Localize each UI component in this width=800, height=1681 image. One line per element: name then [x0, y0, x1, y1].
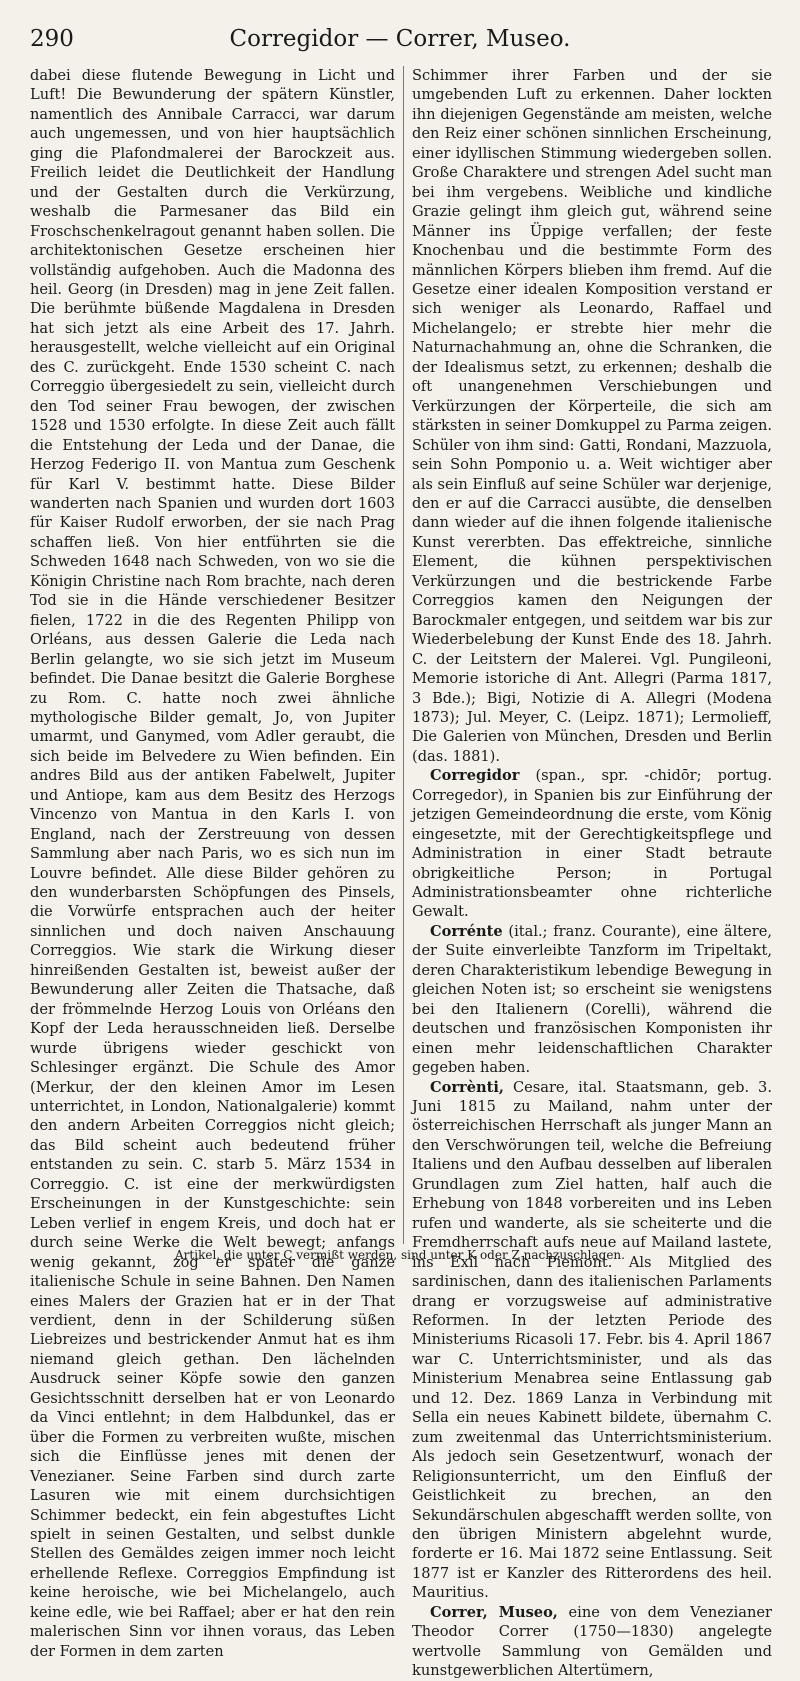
- column-divider: [403, 66, 404, 1244]
- right-column: [412, 66, 772, 1680]
- entry-headword: Correr, Museo,: [430, 1603, 558, 1621]
- entry-body: (span., spr. -chidōr; portug. Corregedor), in Spanien bis zur Einführung der jetzigen Gemeindeordnung die erste, vom König eingesetzte, mit der Gerechtigkeitspflege und Administration in einer Stadt betraute obrigkeitliche Person; in Portugal Administrationsbeamter ohne richterliche Gewalt.: [412, 767, 772, 921]
- entry-corregidor: [412, 766, 772, 922]
- entry-body: (ital.; franz. Courante), eine ältere, der Suite einverleibte Tanzform im Tripeltakt, deren Charakteristikum lebendige Bewegung in gleichen Noten ist; so erscheint sie wenigstens bei den Italienern (Corelli), während die deutschen und französischen Komponisten ihr einen mehr leidenschaftlichen Charakter gegeben haben.: [412, 922, 772, 1077]
- entry-headword: Corrènti,: [430, 1078, 504, 1096]
- running-title: Corregidor — Correr, Museo.: [229, 26, 571, 52]
- entry-body: eine von dem Venezianer Theodor Correr (1750—1830) angelegte wertvolle Sammlung von Gemälden und kunstgewerblichen Altertümern,: [412, 1603, 772, 1680]
- footer-note: Artikel, die unter C vermißt werden, sind unter K oder Z nachzuschlagen.: [175, 1248, 625, 1262]
- continuation-paragraph: Schimmer ihrer Farben und der sie umgebenden Luft zu erkennen. Daher lockten ihn diejenigen Gegenstände am meisten, welche den Reiz einer schönen sinnlichen Erscheinung, einer idyllischen Stimmung wiedergeben sollen. Große Charaktere und strengen Adel sucht man bei ihm vergebens. Weibliche und kindliche Grazie gelingt ihm gleich gut, während seine Männer ins Üppige verfallen; der feste Knochenbau und die bestimmte Form des männlichen Körpers blieben ihm fremd. Auf die Gesetze einer idealen Komposition verstand er sich weniger als Leonardo, Raffael und Michelangelo; er strebte hier mehr die Naturnachahmung an, ohne die Schranken, die der Idealismus setzt, zu erkennen; deshalb die oft unangenehmen Verschiebungen und Verkürzungen der Körperteile, die sich am stärksten in seiner Domkuppel zu Parma zeigen. Schüler von ihm sind: Gatti, Rondani, Mazzuola, sein Sohn Pomponio u. a. Weit wichtiger aber als sein Einfluß auf seine Schüler war derjenige, den er auf die Carracci ausübte, die denselben dann wieder auf die ihnen folgende italienische Kunst vererbten. Das effektreiche, sinnliche Element, die kühnen perspektivischen Verkürzungen und die bestrickende Farbe Correggios kamen den Neigungen der Barockmaler entgegen, und seitdem war bis zur Wiederbelebung der Kunst Ende des 18. Jahrh. C. der Leitstern der Malerei. Vgl. Pungileoni, Memorie istoriche di Ant. Allegri (Parma 1817, 3 Bde.); Bigi, Notizie di A. Allegri (Modena 1873); Jul. Meyer, C. (Leipz. 1871); Lermolieff, Die Galerien von München, Dresden und Berlin (das. 1881).: [412, 67, 772, 765]
- entry-corrente: [412, 922, 772, 1078]
- entry-correr-museo: [412, 1603, 772, 1681]
- page-header: [30, 26, 770, 56]
- entry-body: Cesare, ital. Staatsmann, geb. 3. Juni 1815 zu Mailand, nahm unter der österreichischen Herrschaft als junger Mann an den Verschwörungen teil, welche die Befreiung Italiens und den Aufbau desselben auf liberalen Grundlagen zum Ziel hatten, half auch die Erhebung von 1848 vorbereiten und ins Leben rufen und wanderte, als sie scheiterte und die Fremdherrschaft aufs neue auf Mailand lastete, ins Exil nach Piemont. Als Mitglied des sardinischen, dann des italienischen Parlaments drang er vorzugsweise auf administrative Reformen. In der letzten Periode des Ministeriums Ricasoli 17. Febr. bis 4. April 1867 war C. Unterrichtsminister, und als das Ministerium Menabrea seine Entlassung gab und 12. Dez. 1869 Lanza in Verbindung mit Sella ein neues Kabinett bildete, übernahm C. zum zweitenmal das Unterrichtsministerium. Als jedoch sein Gesetzentwurf, wonach der Religionsunterricht, um den Einfluß der Geistlichkeit zu brechen, an den Sekundärschulen abgeschafft werden sollte, von den übrigen Ministern abgelehnt wurde, forderte er 16. Mai 1872 seine Entlassung. Seit 1877 ist er Kanzler des Ritterordens des heil. Mauritius.: [412, 1078, 772, 1602]
- left-column: [30, 66, 395, 1660]
- left-column-text: dabei diese flutende Bewegung in Licht und Luft! Die Bewunderung der spätern Künstler, namentlich des Annibale Carracci, war darum auch ungemessen, und von hier hauptsächlich ging die Plafondmalerei der Barockzeit aus. Freilich leidet die Deutlichkeit der Handlung und der Gestalten durch die Verkürzung, weshalb die Parmesaner das Bild ein Froschschenkelragout genannt haben sollen. Die architektonischen Gesetze erscheinen hier vollständig aufgehoben. Auch die Madonna des heil. Georg (in Dresden) mag in jene Zeit fallen. Die berühmte büßende Magdalena in Dresden hat sich jetzt als eine Arbeit des 17. Jahrh. herausgestellt, welche vielleicht auf ein Original des C. zurückgeht. Ende 1530 scheint C. nach Correggio übergesiedelt zu sein, vielleicht durch den Tod seiner Frau bewogen, der zwischen 1528 und 1530 erfolgte. In diese Zeit auch fällt die Entstehung der Leda und der Danae, die Herzog Federigo II. von Mantua zum Geschenk für Karl V. bestimmt hatte. Diese Bilder wanderten nach Spanien und wurden dort 1603 für Kaiser Rudolf erworben, der sie nach Prag schaffen ließ. Von hier entführten sie die Schweden 1648 nach Schweden, von wo sie die Königin Christine nach Rom brachte, nach deren Tod sie in die Hände verschiedener Besitzer fielen, 1722 in die des Regenten Philipp von Orléans, aus dessen Galerie die Leda nach Berlin gelangte, wo sie sich jetzt im Museum befindet. Die Danae besitzt die Galerie Borghese zu Rom. C. hatte noch zwei ähnliche mythologische Bilder gemalt, Jo, von Jupiter umarmt, und Ganymed, vom Adler geraubt, die sich beide im Belvedere zu Wien befinden. Ein andres Bild aus der antiken Fabelwelt, Jupiter und Antiope, kam aus dem Besitz des Herzogs Vincenzo von Mantua in den Karls I. von England, nach der Zerstreuung von dessen Sammlung aber nach Paris, wo es sich nun im Louvre befindet. Alle diese Bilder gehören zu den wunderbarsten Schöpfungen des Pinsels, die Vorwürfe entsprachen auch der heiter sinnlichen und doch naiven Anschauung Correggios. Wie stark die Wirkung dieser hinreißenden Gestalten ist, beweist außer der Bewunderung aller Zeiten die Thatsache, daß der frömmelnde Herzog Louis von Orléans den Kopf der Leda herausschneiden ließ. Derselbe wurde übrigens wieder geschickt von Schlesinger ergänzt. Die Schule des Amor (Merkur, der den kleinen Amor im Lesen unterrichtet, in London, Nationalgalerie) kommt den andern Arbeiten Correggios nicht gleich; das Bild scheint auch bedeutend früher entstanden zu sein. C. starb 5. März 1534 in Correggio. C. ist eine der merkwürdigsten Erscheinungen in der Kunstgeschichte: sein Leben verlief in engem Kreis, und doch hat er durch seine Werke die Welt bewegt; anfangs wenig gekannt, zog er später die ganze italienische Schule in seine Bahnen. Den Namen eines Malers der Grazien hat er in der That verdient, denn in der Schilderung süßen Liebreizes und bestrickender Anmut hat es ihm niemand gleich gethan. Den lächelnden Ausdruck seiner Köpfe sowie den ganzen Gesichtsschnitt derselben hat er von Leonardo da Vinci entlehnt; in dem Halbdunkel, das er über die Formen zu verbreiten wußte, mischen sich die Einflüsse jenes mit denen der Venezianer. Seine Farben sind durch zarte Lasuren wie mit einem durchsichtigen Schimmer bedeckt, ein fein abgestuftes Licht spielt in seinen Gestalten, und selbst dunkle Stellen des Gemäldes zeigen immer noch leicht erhellende Reflexe. Correggios Empfindung ist keine heroische, wie bei Michelangelo, auch keine edle, wie bei Raffael; aber er hat den rein malerischen Sinn vor ihnen voraus, das Leben der Formen in dem zarten: [30, 67, 395, 1660]
- entry-headword: Corrénte: [430, 922, 503, 940]
- entry-headword: Corregidor: [430, 767, 520, 785]
- page-number: 290: [30, 26, 74, 52]
- entry-correnti: [412, 1078, 772, 1603]
